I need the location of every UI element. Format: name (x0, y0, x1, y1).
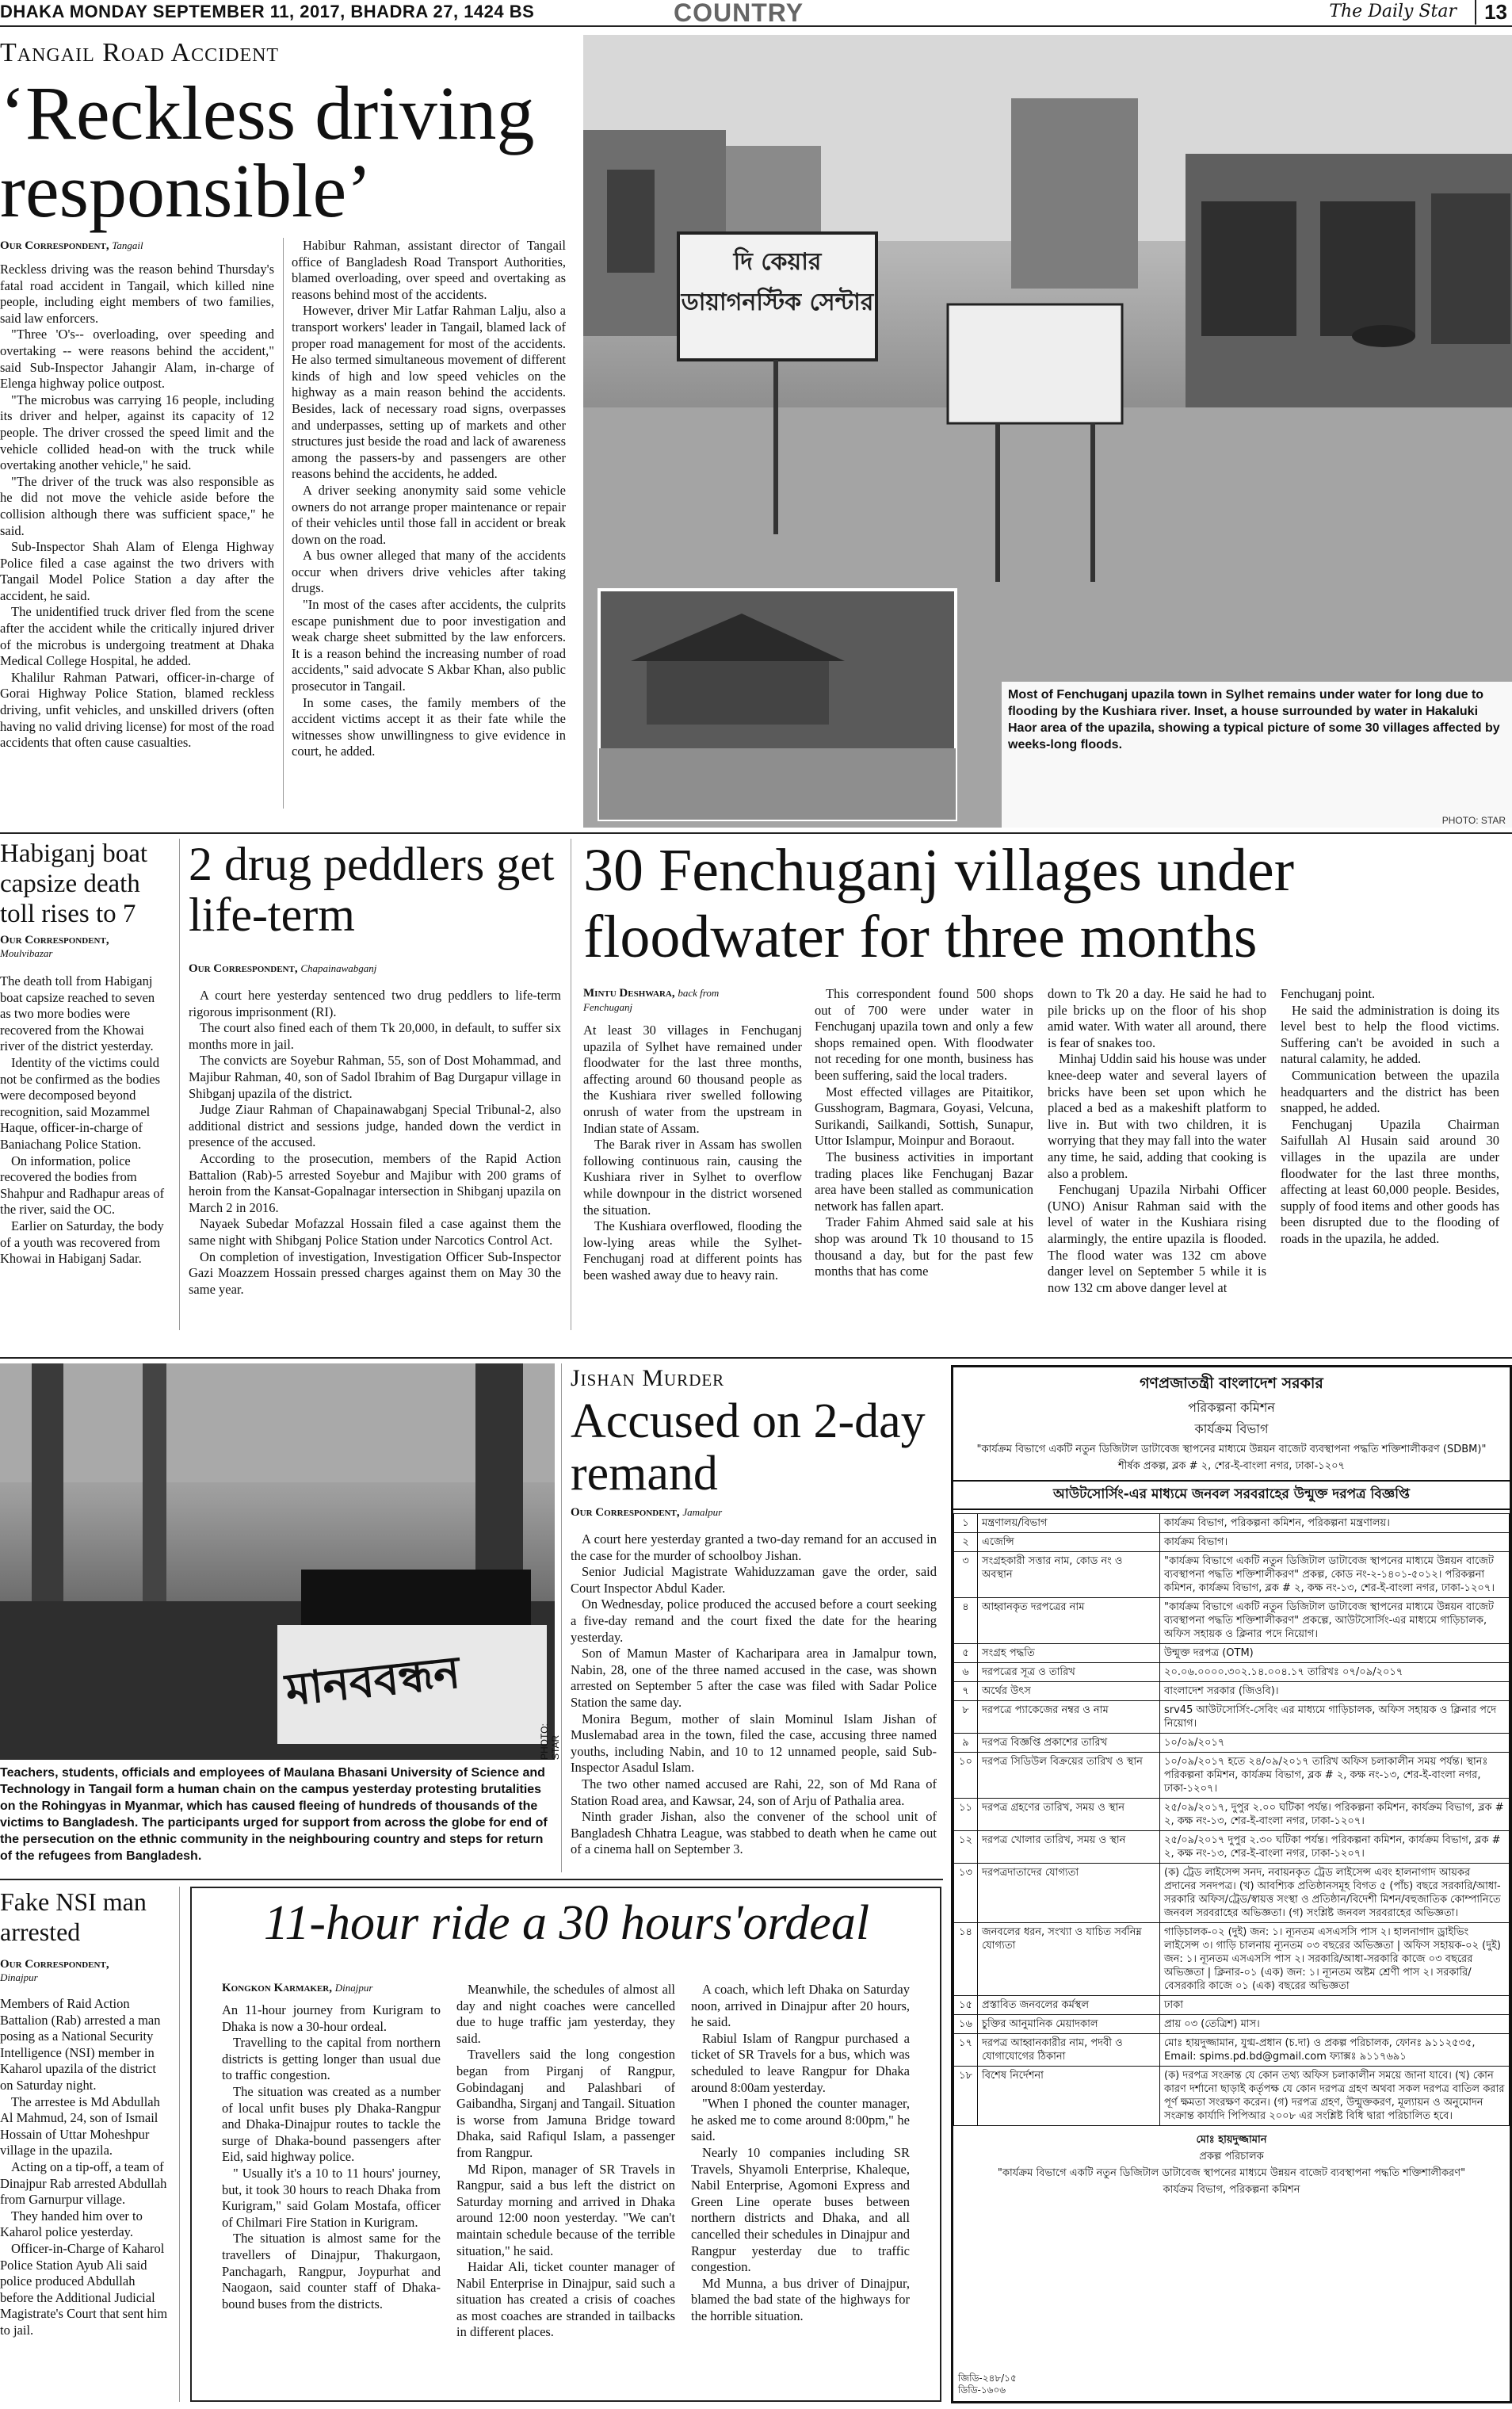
paragraph: Reckless driving was the reason behind Thursday's fatal road accident in Tangail, which killed nine people, including eight members of two families, said law enforcers. (0, 262, 274, 326)
ad-project-name: "কার্যক্রম বিভাগে একটি নতুন ডিজিটাল ডাটাবেজ স্থাপনের মাধ্যমে উন্নয়ন বাজেট ব্যবস্থাপনা পদ্ধতি শক্তিশালীকরণ (SDBM)" শীর্ষক প্রকল্প, ব্লক # ২, শের-ই-বাংলা নগর, ঢাকা-১২০৭ (976, 1443, 1487, 1472)
paragraph: Md Munna, a bus driver of Dinajpur, blamed the bad state of the highways for the horrible situation. (691, 2275, 910, 2323)
paragraph: "The driver of the truck was also responsible as he did not move the vehicle aside before the collision although there was sufficient space," he said. (0, 473, 274, 538)
ad-cell-n: ১৬ (954, 2015, 978, 2034)
tangail-col-2 (292, 238, 566, 760)
ride-col-2 (456, 1982, 675, 2341)
ad-cell-n: ৫ (954, 1644, 978, 1663)
drug-body (189, 988, 561, 1298)
ad-cell-k: দরপত্র বিজ্ঞপ্তি প্রকাশের তারিখ (978, 1734, 1160, 1753)
paragraph: Meanwhile, the schedules of almost all day and night coaches were cancelled due to huge traffic jam yesterday, they said. (456, 1982, 675, 2046)
paragraph: Habibur Rahman, assistant director of Tangail office of Bangladesh Road Transport Authorities, blamed overloading, over speed and overtaking as reasons behind most of the accidents. (292, 238, 566, 302)
signatory-office: কার্যক্রম বিভাগ, পরিকল্পনা কমিশন (1163, 2184, 1300, 2196)
ad-cell-k: চুক্তির আনুমানিক মেয়াদকাল (978, 2015, 1160, 2034)
ad-cell-n: ২ (954, 1533, 978, 1552)
tangail-col-1 (0, 262, 274, 751)
ride-col-3 (691, 1982, 910, 2324)
paragraph: The death toll from Habiganj boat capsize reached to seven as two more bodies were recovered from the Khowai river of the district yesterday. (0, 973, 155, 1054)
column-rule (179, 1887, 180, 2402)
ad-table-row (954, 2067, 1510, 2126)
ad-cell-n: ৮ (954, 1701, 978, 1734)
ad-cell-v: ২৫/০৯/২০১৭ দুপুর ২.৩০ ঘটিকা পর্যন্ত। পরিকল্পনা কমিশন, কার্যক্রম বিভাগ, ব্লক # ২, কক্ষ নং-১৩, শের-ই-বাংলা নগর, ঢাকা-১২০৭। (1160, 1831, 1510, 1864)
ad-table-row (954, 1644, 1510, 1663)
ad-cell-v: কার্যক্রম বিভাগ, পরিকল্পনা কমিশন, পরিকল্পনা মন্ত্রণালয়। (1160, 1514, 1510, 1533)
page-folio (0, 0, 1512, 27)
paragraph: Travelling to the capital from northern districts is getting longer than usual due to traffic congestion. (222, 2035, 441, 2083)
ad-table-row (954, 1552, 1510, 1598)
paragraph: This correspondent found 500 shops out of 700 were under water in Fenchuganj upazila town and only a few shops remained open. With floodwater not receding for one month, business has been suffering, said the local traders. (815, 986, 1033, 1083)
paragraph: Fenchuganj Upazila Nirbahi Officer (UNO) Anisur Rahman said with the level of water in the Kushiara rising alarmingly, the entire upazila is flooded. The flood water was 132 cm above danger level on September 5 while it is now 132 cm above danger level at (1048, 1182, 1266, 1295)
ad-table-row (954, 1514, 1510, 1533)
paragraph: On information, police recovered the bodies from Shahpur and Radhapur areas of the river, said the OC. (0, 1153, 165, 1218)
fenchuganj-col-4 (1281, 986, 1499, 1248)
ad-cell-v: মোঃ হায়দুজ্জামান, যুগ্ম-প্রধান (চ.দা) ও প্রকল্প পরিচালক, ফোনঃ ৯১১২৫৩৫, Email: spims.pd.bd@gmail.com ফ্যাক্সঃ ৯১১৭৬৯১ (1160, 2034, 1510, 2067)
ad-cell-k: মন্ত্রণালয়/বিভাগ (978, 1514, 1160, 1533)
habiganj-byline: Our Correspondent, Moulvibazar (0, 934, 109, 959)
horizontal-rule (0, 832, 1512, 834)
fenchuganj-headline: 30 Fenchuganj villages under floodwater for three months (583, 837, 1295, 970)
ad-cell-k: দরপত্র সিডিউল বিক্রয়ের তারিখ ও স্থান (978, 1753, 1160, 1799)
ad-table-row (954, 1923, 1510, 1996)
paragraph: Identity of the victims could not be confirmed as the bodies were decomposed beyond recognition, said Mozammel Haque, officer-in-charge of Baniachang Police Station. (0, 1054, 161, 1152)
ad-cell-n: ৯ (954, 1734, 978, 1753)
ad-table-row (954, 1682, 1510, 1701)
ad-table-row (954, 1533, 1510, 1552)
paragraph: Rabiul Islam of Rangpur purchased a ticket of SR Travels for a bus, which was scheduled to leave Rangpur for Dhaka around 8:00am yesterday. (691, 2030, 910, 2095)
paragraph: Earlier on Saturday, the body of a youth was recovered from Khowai in Habiganj Sadar. (0, 1218, 164, 1267)
ad-cell-v: "কার্যক্রম বিভাগে একটি নতুন ডিজিটাল ডাটাবেজ স্থাপনের মাধ্যমে উন্নয়ন বাজেট ব্যবস্থাপনা পদ্ধতি শক্তিশালীকরণ" প্রকল্প, কোড নং-২-১৪০১-৫০১২। পরিকল্পনা কমিশন, কার্যক্রম বিভাগ, ব্লক # ২, কক্ষ নং-১৩, শের-ই-বাংলা নগর, ঢাকা-১২০৭। (1160, 1552, 1510, 1598)
ad-cell-k: প্রস্তাবিত জনবলের কর্মস্থল (978, 1996, 1160, 2015)
horizontal-rule (0, 1357, 1512, 1359)
nsi-body (0, 1996, 168, 2338)
paragraph: Fenchuganj Upazila Chairman Saifullah Al Husain said around 30 villages in the upazila are under floodwater for the last three months, affecting at least 60,000 people. Besides, supply of food items and other goods has been disrupted due to the flooding of roads in the upazila, he added. (1281, 1116, 1499, 1246)
tangail-headline: ‘Reckless driving responsible’ (0, 71, 535, 233)
ad-signature (953, 2132, 1510, 2199)
ad-government-heading: গণপ্রজাতন্ত্রী বাংলাদেশ সরকার (1140, 1375, 1323, 1392)
signatory-name: মোঃ হায়দুজ্জামান (1196, 2134, 1267, 2146)
paragraph: In some cases, the family members of the accident victims accept it as their fate while the witnesses show unwillingness to give evidence in court, he added. (292, 694, 566, 759)
ad-cell-k: সংগ্রহকারী সত্তার নাম, কোড নং ও অবস্থান (978, 1552, 1160, 1598)
paragraph: Son of Mamun Master of Kacharipara area in Jamalpur town, Nabin, 28, one of the three named accused in the case, was shown arrested on September 5 after the case was filed with Sadar Police Station the same day. (571, 1646, 937, 1710)
paragraph: Trader Fahim Ahmed said sale at his shop was around Tk 10 thousand to 15 thousand a day, but for the past few months that has come (815, 1214, 1033, 1279)
ad-cell-n: ৭ (954, 1682, 978, 1701)
horizontal-rule (0, 1879, 943, 1880)
paragraph: "The microbus was carrying 16 people, including its driver and helper, against its capacity of 12 people. The driver crossed the speed limit and the vehicle collided head-on with the truck while overtaking another vehicle," he said. (0, 392, 274, 473)
paragraph: An 11-hour journey from Kurigram to Dhaka is now a 30-hour ordeal. (222, 2002, 441, 2034)
ad-cell-n: ১১ (954, 1799, 978, 1831)
paragraph: Monira Begum, mother of slain Mominul Islam Jishan of Muslemabad area in the town, filed the case, accusing three named youths, including Nabin, and 10 to 12 unnamed people, said Sub-Inspector Asadul Islam. (571, 1711, 937, 1776)
ride-headline: 11-hour ride a 30 hours'ordeal (263, 1896, 870, 1950)
ad-cell-v: srv45 আউটসোর্সিং-সেবিং এর মাধ্যমে গাড়িচালক, অফিস সহায়ক ও ক্লিনার পদে নিয়োগ। (1160, 1701, 1510, 1734)
nsi-headline: Fake NSI man arrested (0, 1887, 147, 1946)
ad-cell-v: (ক) ট্রেড লাইসেন্স সনদ, নবায়নকৃত ট্রেড লাইসেন্স এবং হালনাগাদ আয়কর প্রদানের সনদপত্র। (খ) আবশ্যিক প্রতিষ্ঠানসমূহ বিগত ৫ (পাঁচ) বছরে সরকারি/আধা-সরকারি অফিস/ট্রেড/স্বায়ত্ত সংস্থা ও প্রতিষ্ঠান/বিদেশী মিশন/বহুজাতিক কোম্পানিতে জনবল সরবরাহের অভিজ্ঞতা। (গ) সংশ্লিষ্ট জনবল সরবরাহের অভিজ্ঞতা। (1160, 1864, 1510, 1923)
column-rule (283, 238, 284, 809)
nsi-byline: Our Correspondent, Dinajpur (0, 1958, 109, 1983)
ad-table (953, 1513, 1510, 2126)
ad-table-row (954, 1734, 1510, 1753)
habiganj-headline: Habiganj boat capsize death toll rises to 7 (0, 839, 148, 928)
paragraph: "In most of the cases after accidents, the culprits escape punishment due to poor investigation and weak charge sheet submitted by the law enforcers. It is a reason behind the increasing number of road accidents," said advocate S Akbar Khan, also public prosecutor in Tangail. (292, 597, 566, 694)
ad-cell-n: ৩ (954, 1552, 978, 1598)
paragraph: A bus owner alleged that many of the accidents occur when drivers drive vehicles after taking drugs. (292, 548, 566, 596)
tangail-kicker: Tangail Road Accident (0, 38, 280, 67)
paragraph: Officer-in-Charge of Kaharol Police Station Ayub Ali said police produced Abdullah before the Additional Judicial Magistrate's Court that sent him to jail. (0, 2240, 168, 2338)
ad-cell-v: বাংলাদেশ সরকার (জিওবি)। (1160, 1682, 1510, 1701)
paragraph: On Wednesday, police produced the accused before a court seeking a five-day remand and the court fixed the date for the hearing yesterday. (571, 1596, 937, 1645)
paragraph: "Three 'O's-- overloading, over speeding and overtaking -- were reasons behind the accident," said Sub-Inspector Jahangir Alam, in-charge of Elenga highway police outpost. (0, 327, 274, 392)
paragraph: A court here yesterday sentenced two drug peddlers to life-term rigorous imprisonment (RI). (189, 988, 561, 1019)
paragraph: Most effected villages are Pitaitikor, Gusshogram, Bagmara, Goyasi, Velcuna, Surikandi, Sailkandi, Sottish, Sunapur, Uttor Islampur, Moinpur and Boraout. (815, 1084, 1033, 1149)
paragraph: The convicts are Soyebur Rahman, 55, son of Dost Mohammad, and Majibur Rahman, 40, son of Sadol Ibrahim of Bag Durgapur village in Shibganj upazila of the district. (189, 1053, 561, 1101)
ad-cell-v: কার্যক্রম বিভাগ। (1160, 1533, 1510, 1552)
paragraph: Members of Raid Action Battalion (Rab) arrested a man posing as a National Security Intelligence (NSI) member in Kaharol upazila of the district on Saturday night. (0, 1996, 161, 2093)
masthead-logo: The Daily Star (1329, 2, 1457, 21)
ad-code: ডিডি-১৬০৬ (958, 2384, 1006, 2396)
fenchuganj-col-3 (1048, 986, 1266, 1296)
ad-table-row (954, 1799, 1510, 1831)
paragraph: The situation was created as a number of local unfit buses ply Dhaka-Rangpur and Dhaka-Dinajpur routes to tackle the surge of Dhaka-bound passengers after Eid, said highway police. (222, 2083, 441, 2165)
banner-text: মানববন্ধন (283, 1646, 463, 1717)
ad-table-row (954, 1663, 1510, 1682)
flood-caption-text: Most of Fenchuganj upazila town in Sylhet remains under water for long due to flooding by the Kushiara river. Inset, a house surrounded by water in Hakaluki Haor area of the upazila, showing a typical picture of some 30 villages affected by weeks-long floods. (1008, 688, 1500, 751)
fenchuganj-col-1 (583, 1023, 802, 1284)
tangail-byline: Our Correspondent, Tangail (0, 239, 143, 252)
ad-cell-v: ২৫/০৯/২০১৭, দুপুর ২.০০ ঘটিকা পর্যন্ত। পরিকল্পনা কমিশন, কার্যক্রম বিভাগ, ব্লক # ২, কক্ষ নং-১৩, শের-ই-বাংলা নগর, ঢাকা-১২০৭। (1160, 1799, 1510, 1831)
column-rule (179, 839, 180, 1330)
jishan-body (571, 1531, 937, 1858)
paragraph: Fenchuganj point. (1281, 986, 1376, 1001)
ad-division-heading: কার্যক্রম বিভাগ (1194, 1421, 1269, 1436)
paragraph: According to the prosecution, members of the Rapid Action Battalion (Rab)-5 arrested Soyebur and Majibur with 200 grams of heroin from the Kansat-Gopalnagar intersection in Shibganj upazila on March 2 in 2016. (189, 1150, 561, 1215)
ad-cell-k: বিশেষ নির্দেশনা (978, 2067, 1160, 2126)
paragraph: On completion of investigation, Investigation Officer Sub-Inspector Gazi Moazzem Hossain pressed charges against them on May 30 the same year. (189, 1248, 561, 1297)
human-chain-photo (0, 1363, 561, 1760)
ad-cell-v: ১০/০৯/২০১৭ হতে ২৪/০৯/২০১৭ তারিখ অফিস চলাকালীন সময় পর্যন্ত। স্থানঃ পরিকল্পনা কমিশন, কার্যক্রম বিভাগ, ব্লক # ২, কক্ষ নং-১৩, শের-ই-বাংলা নগর, ঢাকা-১২০৭। (1160, 1753, 1510, 1799)
ad-cell-v: উন্মুক্ত দরপত্র (OTM) (1160, 1644, 1510, 1663)
paragraph: Nayaek Subedar Mofazzal Hossain filed a case against them the same night with Shibganj Police Station under Narcotics Control Act. (189, 1216, 561, 1248)
paragraph: He said the administration is doing its level best to help the flood victims. Suffering can't be avoided in such a natural calamity, he added. (1281, 1002, 1499, 1067)
ad-cell-n: ৬ (954, 1663, 978, 1682)
drug-byline: Our Correspondent, Chapainawabganj (189, 962, 377, 975)
jishan-headline: Accused on 2-day remand (571, 1394, 926, 1501)
ad-cell-v: "কার্যক্রম বিভাগে একটি নতুন ডিজিটাল ডাটাবেজ স্থাপনের মাধ্যমে উন্নয়ন বাজেট ব্যবস্থাপনা পদ্ধতি শক্তিশালীকরণ" প্রকল্পে, আউটসোর্সিং-এর মাধ্যমে গাড়িচালক, অফিস সহায়ক ও ক্লিনার পদে নিয়োগ। (1160, 1598, 1510, 1644)
page-number: 13 (1475, 0, 1507, 25)
habiganj-body (0, 973, 168, 1268)
fenchuganj-byline: Mintu Deshwara, back from Fenchuganj (583, 987, 720, 1013)
ad-codes (958, 2373, 1017, 2396)
paragraph: " Usually it's a 10 to 11 hours' journey, but, it took 30 hours to reach Dhaka from Kurigram," said Golam Mostafa, officer of Chilmari Fire Station in Kurigram. (222, 2165, 441, 2230)
paragraph: down to Tk 20 a day. He said he had to pile bricks up on the floor of his shop amid water. With water all around, there is fear of snakes too. (1048, 986, 1266, 1050)
ad-table-row (954, 1701, 1510, 1734)
ad-cell-n: ১০ (954, 1753, 978, 1799)
ad-table-row (954, 2015, 1510, 2034)
ad-table-row (954, 2034, 1510, 2067)
paragraph: The Kushiara overflowed, flooding the low-lying areas while the Sylhet-Fenchuganj road at different points has been washed away due to heavy rain. (583, 1218, 802, 1283)
paragraph: Haidar Ali, ticket counter manager of Nabil Enterprise in Dinajpur, said such a situation has created a crisis of coaches as most coaches are stranded in tailbacks in different places. (456, 2259, 675, 2340)
ad-cell-k: এজেন্সি (978, 1533, 1160, 1552)
ad-cell-k: দরপত্র আহ্বানকারীর নাম, পদবী ও যোগাযোগের ঠিকানা (978, 2034, 1160, 2067)
paragraph: Senior Judicial Magistrate Wahiduzzaman gave the order, said Court Inspector Abdul Kader. (571, 1564, 937, 1596)
fenchuganj-col-2 (815, 986, 1033, 1280)
ad-code: জিডি-২৪৮/১৫ (958, 2373, 1017, 2384)
ad-cell-v: গাড়িচালক-০২ (দুই) জন: ১। ন্যূনতম এসএসসি পাস ২। হালনাগাদ ড্রাইভিং লাইসেন্স ৩। গাড়ি চালনায় ন্যূনতম ০৩ বছরের অভিজ্ঞতা | অফিস সহায়ক-০২ (দুই) জন: ১। ন্যূনতম এসএসসি পাস ২। সরকারি/আধা-সরকারি কাজে ০৩ বছরের অভিজ্ঞতা | ক্লিনার-০১ (এক) জন: ১। ন্যূনতম অষ্টম শ্রেণী পাস ২। সরকারি/বেসরকারি কাজে ০১ (এক) বছরের অভিজ্ঞতা (1160, 1923, 1510, 1996)
ad-cell-k: সংগ্রহ পদ্ধতি (978, 1644, 1160, 1663)
column-rule (561, 1363, 562, 1872)
ride-byline: Kongkon Karmaker, Dinajpur (222, 1982, 373, 1994)
paragraph: A coach, which left Dhaka on Saturday noon, arrived in Dinajpur after 20 hours, he said. (691, 1982, 910, 2030)
paragraph: They handed him over to Kaharol police yesterday. (0, 2208, 143, 2240)
paragraph: Minhaj Uddin said his house was under knee-deep water and several layers of bricks have been set upon which he placed a bed as a makeshift platform to live in. But with two children, it is worrying that they may fall into the water any time, he said, adding that cooking is also a problem. (1048, 1051, 1266, 1181)
paragraph: The situation is almost same for the travellers of Dinajpur, Thakurgaon, Panchagarh, Rangpur, Joypurhat and Naogaon, said counter staff of Dhaka-bound buses from the districts. (222, 2231, 441, 2311)
flood-credit: PHOTO: STAR (1441, 815, 1506, 826)
section-name: COUNTRY (674, 0, 804, 27)
ad-cell-k: জনবলের ধরন, সংখ্যা ও যাচিত সর্বনিম্ন যোগ্যতা (978, 1923, 1160, 1996)
ad-cell-v: ঢাকা (1160, 1996, 1510, 2015)
ad-cell-k: আহ্বানকৃত দরপত্রের নাম (978, 1598, 1160, 1644)
ad-cell-k: দরপত্র গ্রহণের তারিখ, সময় ও স্থান (978, 1799, 1160, 1831)
ad-cell-k: দরপত্রে প্যাকেজের নম্বর ও নাম (978, 1701, 1160, 1734)
tender-advertisement (951, 1365, 1512, 2403)
paragraph: Communication between the upazila headquarters and the district has been snapped, he added. (1281, 1067, 1499, 1116)
ad-cell-n: ১৪ (954, 1923, 978, 1996)
paragraph: The business activities in important trading places like Fenchuganj Bazar area have been stalled as communication network has fallen apart. (815, 1149, 1033, 1214)
ad-cell-n: ১৩ (954, 1864, 978, 1923)
ad-cell-k: দরপত্র খোলার তারিখ, সময় ও স্থান (978, 1831, 1160, 1864)
jishan-byline: Our Correspondent, Jamalpur (571, 1506, 723, 1519)
paragraph: At least 30 villages in Fenchuganj upazila of Sylhet have remained under floodwater for the last three months, affecting around 60 thousand people as the Kushiara river swelled following onrush of water from the upstream in Indian state of Assam. (583, 1023, 802, 1136)
ad-table-row (954, 1864, 1510, 1923)
ad-cell-n: ১৭ (954, 2034, 978, 2067)
ad-cell-k: দরপত্রদাতাদের যোগ্যতা (978, 1864, 1160, 1923)
paragraph: Sub-Inspector Shah Alam of Elenga Highway Police filed a case against the two drivers with Tangail Model Police Station a day after the accident, he said. (0, 539, 274, 603)
ad-cell-v: প্রায় ০৩ (তেত্রিশ) মাস। (1160, 2015, 1510, 2034)
ad-commission-heading: পরিকল্পনা কমিশন (1188, 1400, 1275, 1415)
ad-cell-v: (ক) দরপত্র সংক্রান্ত যে কোন তথ্য অফিস চলাকালীন সময়ে জানা যাবে। (খ) কোন কারণ দর্শানো ছাড়াই কর্তৃপক্ষ যে কোন দরপত্র গ্রহণ অথবা সকল দরপত্র বাতিল করার পূর্ণ ক্ষমতা সংরক্ষণ করেন। (গ) দরপত্র গ্রহণ, উন্মুক্তকরণ, মূল্যায়ন ও অনুমোদন সংক্রান্ত কার্যাদি পিপিআর ২০০৮ এর সংশ্লিষ্ট বিধি দ্বারা পরিচালিত হবে। (1160, 2067, 1510, 2126)
paragraph: Khalilur Rahman Patwari, officer-in-charge of Gorai Highway Police Station, blamed reckless driving, unfit vehicles, and unskilled drivers (often having no valid driving license) for most of the road accidents that often cause casualties. (0, 669, 274, 751)
paragraph: A court here yesterday granted a two-day remand for an accused in the case for the murder of schoolboy Jishan. (571, 1531, 937, 1563)
ad-cell-n: ৪ (954, 1598, 978, 1644)
signatory-title: প্রকল্প পরিচালক (1199, 2151, 1264, 2162)
paragraph: The unidentified truck driver fled from the scene after the accident while the critically injured driver of the microbus is undergoing treatment at Dhaka Medical College Hospital, he added. (0, 604, 274, 669)
diagnostic-sign: দি কেয়ার ডায়াগনস্টিক সেন্টার (681, 248, 874, 316)
ad-cell-n: ১৮ (954, 2067, 978, 2126)
ad-table-row (954, 1598, 1510, 1644)
paragraph: "When I phoned the counter manager, he asked me to come around 8:00pm," he said. (691, 2096, 910, 2144)
ad-title: আউটসোর্সিং-এর মাধ্যমে জনবল সরবরাহের উন্মুক্ত দরপত্র বিজ্ঞপ্তি (953, 1480, 1510, 1510)
paragraph: Nearly 10 companies including SR Travels, Shyamoli Enterprise, Khaleque, Nabil Enterprise, Agomoni Express and Green Line operate buses between northern districts and Dhaka, and all cancelled their schedules in Dinajpur and Rangpur yesterday due to traffic congestion. (691, 2144, 910, 2275)
jishan-kicker: Jishan Murder (571, 1365, 725, 1391)
paragraph: Acting on a tip-off, a team of Dinajpur Rab arrested Abdullah from Garnurpur village. (0, 2159, 167, 2208)
paragraph: A driver seeking anonymity said some vehicle owners do not arrange proper maintenance or repair of their vehicles until those fall in accident or break down on the road. (292, 482, 566, 547)
chain-photo-credit: PHOTO: STAR (539, 1723, 561, 1760)
dateline: DHAKA MONDAY SEPTEMBER 11, 2017, BHADRA 27, 1424 BS (0, 2, 535, 21)
ad-cell-k: দরপত্রের সূত্র ও তারিখ (978, 1663, 1160, 1682)
ad-table-row (954, 1996, 1510, 2015)
ad-cell-n: ১৫ (954, 1996, 978, 2015)
drug-headline: 2 drug peddlers get life-term (189, 838, 555, 941)
signatory-project: "কার্যক্রম বিভাগে একটি নতুন ডিজিটাল ডাটাবেজ স্থাপনের মাধ্যমে উন্নয়ন বাজেট ব্যবস্থাপনা পদ্ধতি শক্তিশালীকরণ" (997, 2167, 1466, 2179)
ad-table-row (954, 1831, 1510, 1864)
ad-cell-n: ১২ (954, 1831, 978, 1864)
ad-cell-v: ২০.০৬.০০০০.৩০২.১৪.০০৪.১৭ তারিখঃ ০৭/০৯/২০১৭ (1160, 1663, 1510, 1682)
ad-cell-k: অর্থের উৎস (978, 1682, 1160, 1701)
paragraph: However, driver Mir Latfar Rahman Lalju, also a transport workers' leader in Tangail, blamed lack of proper road management for most of the accidents. He also termed simultaneous movement of different kinds of high and low speed vehicles on the highway as a main reason behind the accidents. Besides, lack of necessary road signs, overpasses and underpasses, setting up of markets and other structures just beside the road and lack of awareness among the passers-by and passengers are other reasons behind the accidents, he added. (292, 303, 566, 482)
paragraph: Md Ripon, manager of SR Travels in Rangpur, said a bus left the district on Saturday morning and arrived in Dhaka around 12:00 noon yesterday. "We can't maintain schedule because of the terrible situation," he said. (456, 2161, 675, 2258)
ad-cell-n: ১ (954, 1514, 978, 1533)
paragraph: Travellers said the long congestion began from Pirganj of Rangpur, Gobindaganj and Palashbari of Gaibandha, Sirganj and Tangail. Situation is worse from Jamuna Bridge toward Dhaka, said Rafiqul Islam, a passenger from Rangpur. (456, 2047, 675, 2160)
ride-col-1 (222, 2002, 441, 2312)
paragraph: The arrestee is Md Abdullah Al Mahmud, 24, son of Ismail Hossain of Uttar Moheshpur village in the upazila. (0, 2094, 160, 2159)
human-chain-caption: Teachers, students, officials and employees of Maulana Bhasani University of Science and Technology in Tangail form a human chain on the campus yesterday protesting brutalities on the Rohingyas in Myanmar, which has caused fleeing of hundreds of thousands of the victims to Bangladesh. The participants urged for support from across the globe for end of the persecution on the ethnic community in the neighbouring country and steps for return of the refugees from Bangladesh. (0, 1766, 548, 1863)
paragraph: Judge Ziaur Rahman of Chapainawabganj Special Tribunal-2, also additional district and sessions judge, handed down the verdict in presence of the accused. (189, 1102, 561, 1150)
paragraph: The court also fined each of them Tk 20,000, in default, to suffer six months more in jail. (189, 1020, 561, 1052)
paragraph: Ninth grader Jishan, also the convener of the school unit of Bangladesh Chhatra League, was stabbed to death when he came out of a cinema hall on September 3. (571, 1809, 937, 1857)
ad-cell-v: ১০/০৯/২০১৭ (1160, 1734, 1510, 1753)
paragraph: The two other named accused are Rahi, 22, son of Md Rana of Station Road area, and Kawsar, 24, son of Arju of Pathalia area. (571, 1776, 937, 1808)
paragraph: The Barak river in Assam has swollen following continuous rain, causing the Kushiara river in Sylhet to overflow while downpour in the district worsened the situation. (583, 1137, 802, 1218)
ad-table-row (954, 1753, 1510, 1799)
